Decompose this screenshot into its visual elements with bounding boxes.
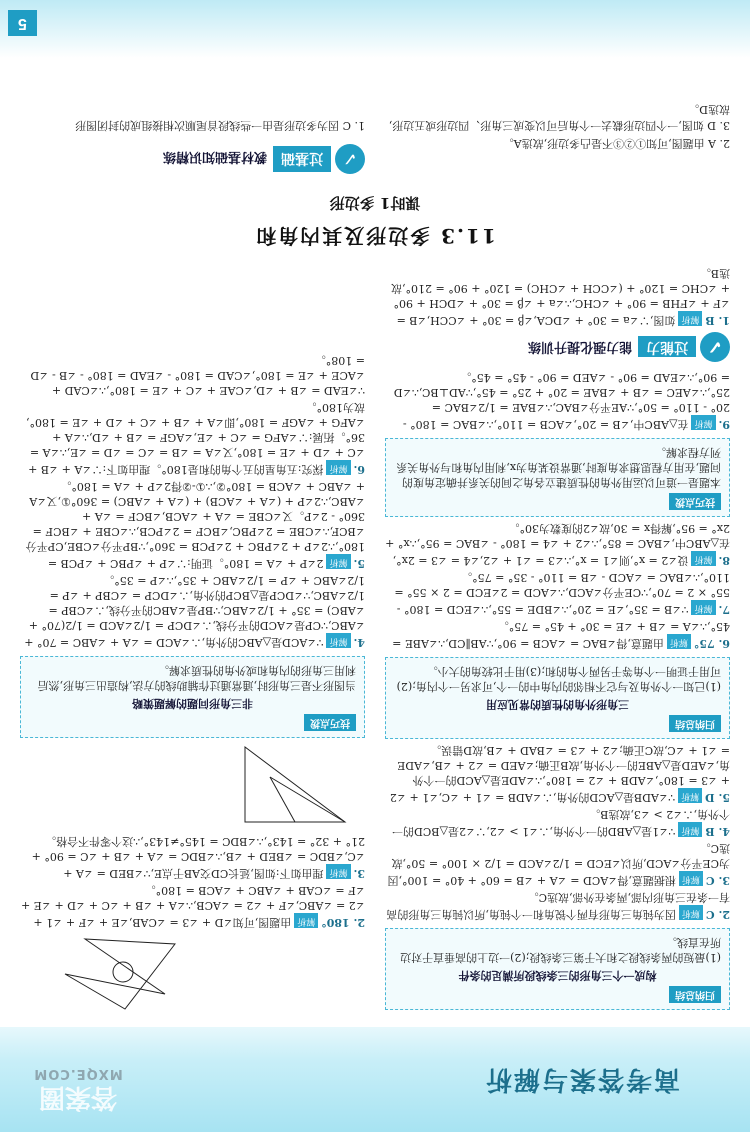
answer-item [20, 834, 365, 881]
answer-line: 3. D 如图,一个四边形截去一个角后可以变成三角形、四边形或五边形,故选D。 [388, 103, 730, 132]
jiexi-tag: 解析 [667, 634, 691, 649]
box-text: (1)最短的两条线段之和大于第三条线段;(2)一边上的高垂直于对边所在直线。 [400, 936, 721, 964]
answer-item [20, 400, 365, 477]
answer-item [385, 890, 730, 922]
answer-line: 1. C 因为多边形是由一些线段首尾顺次相接组成的封闭图形 [75, 119, 365, 132]
answer-number: 2. 180° [321, 916, 365, 929]
basic-section [0, 94, 750, 174]
summary-box [385, 657, 730, 739]
answer-item [20, 479, 365, 571]
answer-text: 由题图,可知∠D + ∠3 = ∠CAB,∠E + ∠F + ∠1 + ∠2 = ∠ABC,∠F + ∠2 = ∠ACB,∴∠A + ∠B + ∠C + ∠D + ∠E + ∠F = ∠CAB + ∠ABC + ∠ACB = 180°。 [21, 884, 365, 929]
jiexi-tag: 解析 [692, 600, 716, 615]
section-text: 能力强化提升训练 [527, 339, 632, 355]
pentagram-figure [55, 934, 185, 1014]
answer-text: 由题意,得∠BAC = ∠ACB = 90°,∵AB∥CD,∴∠ABE = 45°,∴∠A = ∠B + ∠E = 30° + 45° = 75°。 [392, 620, 730, 650]
answer-number: 5. D [705, 791, 730, 804]
section-title: 11.3 多边形及其内角和 [254, 224, 496, 248]
check-icon: ✓ [700, 332, 730, 362]
answer-text: 根据题意,得∠ACD = ∠A + ∠B = 60° + 40° = 100°,因为CE平分∠ACD,所以∠ECD = 1/2∠ACD = 1/2 × 100° = 50°,故选C。 [387, 842, 730, 887]
page-footer [0, 0, 750, 58]
box-tag: 技巧点拨 [304, 714, 356, 731]
tip-box [385, 438, 730, 517]
answer-text: 设∠2 = x°,则∠1 = x°,∴∠3 = ∠1 + ∠2,∠4 = ∠3 = 2x°,在△ABC中,∠BAC = 85°,∴∠2 + ∠4 = 180° - ∠BAC = 95°,∴x° + 2x° = 95°,解得x = 30,故∠2的度数为30°。 [385, 522, 730, 567]
answer-text: 如图,∵∠a = 30° + ∠DCA,∠β = 30° + ∠CCH,∠B = ∠F + ∠FHB = 90° + ∠CHC,∴∠a + ∠β = 30° + ∠DCH + 90° + ∠CHC = 120° + (∠CCH + ∠CHC) = 120° + 90° = 210°,故选B。 [391, 267, 730, 327]
jiexi-tag: 解析 [692, 415, 716, 430]
answer-text: ∵∠1是△ABD的一个外角,∴∠1 > ∠2,∵∠2是△BCD的一个外角,∴∠2 > ∠3,故选B。 [392, 808, 730, 838]
lesson-title: 课时1 多边形 [329, 194, 421, 212]
check-icon: ✓ [335, 144, 365, 174]
jiexi-tag: 解析 [294, 913, 318, 928]
left-column [385, 264, 730, 1014]
header-title: 高考答案与解析 [483, 1064, 680, 1094]
answer-text: 理由如下:如图,延长CD交AB于点E,∵∠BED = ∠A + ∠C,∠BDC = ∠BED + ∠B,∴∠BDC = ∠A + ∠B + ∠C = 90° + 21° + 32° = 143°,∴∠BDC = 145°≠143°,∴这个零件不合格。 [31, 835, 365, 880]
answer-text: ∵∠ACD是△ABC的外角,∴∠ACD = ∠A + ∠ABC = 70° + ∠ABC,∵CP是∠ACD的平分线,∴∠DCP = 1/2∠ACD = 1/2(70° + ∠ABC) = 35° + 1/2∠ABC,∵BP是∠ABC的平分线,∴∠CBP = 1/2∠ABC,∵∠DCP是△BCP的外角,∴∠DCP = ∠CBP + ∠P = 1/2∠ABC + ∠P = 1/2∠ABC + 35°,∴∠P = 35°。 [24, 574, 365, 649]
summary-box [385, 928, 730, 1010]
answer-item [385, 743, 730, 805]
answer-number: 3. C [705, 874, 730, 887]
answer-number: 9. [718, 418, 730, 431]
jiexi-tag: 解析 [679, 871, 703, 886]
section-text: 教材基础知识精练 [162, 149, 267, 165]
answer-item [385, 266, 730, 328]
box-heading: 非三角形问题的解题策略 [132, 697, 253, 710]
segment-db [270, 777, 345, 822]
box-text: (1)已知一个外角及与它不相邻的内角中的一个,可求另一个内角;(2)可用于证明一个角等于另两个角的和;(3)用于比较角的大小。 [396, 665, 721, 693]
answer-number: 1. B [705, 314, 730, 327]
jiexi-tag: 解析 [678, 788, 702, 803]
box-text: 当图形不是三角形时,通常通过作辅助线的方法,构造出三角形,然后利用三角形的内角和或外角的性质求解。 [37, 664, 356, 692]
watermark-sub: MXQE.COM [33, 1066, 123, 1081]
watermark-logo [18, 1046, 138, 1118]
answer-number: 8. [718, 554, 730, 567]
answer-number: 6. 75° [693, 637, 730, 650]
answer-number: 2. C [705, 908, 730, 921]
jiexi-tag: 解析 [692, 551, 716, 566]
section-bar-basic [163, 144, 365, 174]
page-header [0, 1027, 750, 1132]
answer-text: ∵∠EAD = ∠B + ∠D,∠CAE + ∠C + ∠E = 180°,∴∠CAD + ∠ACE + ∠E = 180°,∠CAD = 180° - ∠EAD = 180° - ∠B - ∠D = 108°。 [30, 354, 365, 397]
box-tag: 技巧点拨 [669, 493, 721, 510]
right-column [20, 351, 365, 1014]
answer-item [385, 841, 730, 888]
answer-line: 2. A 由题图,可知①②③不是凸多边形,故选A。 [502, 137, 730, 150]
section-label: 过基础 [273, 146, 331, 172]
answer-item [385, 807, 730, 839]
answer-text: 2∠P + ∠A = 180°。证明:∵∠P + ∠PBC + ∠PCB = 180°,∴2∠P + 2∠PBC + 2∠PCB = 360°,∵BP平分∠CBE,CP平分∠BCF,∴∠CBE = 2∠PBC,∠BCF = 2∠PCB,∴∠CBE + ∠BCF = 360° - 2∠P。又∠CBE = ∠A + ∠ACB,∠BCF = ∠A + ∠ABC,∴2∠P + (∠A + ∠ACB) + (∠A + ∠ABC) = 360°①,又∠A + ∠ABC + ∠ACB = 180°②,∴①-②得2∠P + ∠A = 180°。 [25, 480, 365, 570]
answer-text: ∵∠ADB是△ACD的外角,∴∠ADB = ∠1 + ∠C,∠1 + ∠2 + ∠3 = 180°,∠ADB + ∠2 = 180°,∴∠ADE是△ACD的一个外角,∠AED是△ABE的一个外角,故B正确;∠AED = ∠2 + ∠B,∠ADE = ∠1 + ∠C,故C正确;∠2 + ∠3 = ∠BAD + ∠B,故D错误。 [389, 744, 730, 804]
jiexi-tag: 解析 [678, 311, 702, 326]
box-heading: 构成一个三角形的三条线段所满足的条件 [458, 969, 657, 982]
page-number: 5 [8, 10, 37, 36]
answer-item [20, 883, 365, 930]
section-label: 过能力 [638, 337, 696, 358]
answer-item [385, 370, 730, 432]
answer-number: 3. [353, 867, 365, 880]
tip-box [20, 656, 365, 738]
answer-text: ∵∠B = 35°,∠E = 20°,∴∠BDE = 55°,∴∠ECD = 180° - 55° × 2 = 70°,∵CE平分∠ACD,∴∠ACD = 2∠ECD = 2 × 55° = 110°,∴∠BAC = ∠ACD - ∠B = 110° - 35° = 75°。 [394, 571, 730, 616]
jiexi-tag: 解析 [327, 554, 351, 569]
answer-item [385, 570, 730, 617]
segment-ce [270, 777, 295, 822]
triangle-shape [245, 747, 345, 822]
answer-item [20, 353, 365, 398]
triangle-figure [235, 742, 355, 832]
answer-text: 因为钝角三角形有两个锐角和一个钝角,所以钝角三角形的高有一条在三角形内部,两条在外部,故选C。 [386, 891, 730, 921]
answer-item [385, 521, 730, 568]
box-tag: 归纳总结 [669, 715, 721, 732]
answer-number: 5. [353, 557, 365, 570]
jiexi-tag: 解析 [327, 460, 351, 475]
answer-item [20, 573, 365, 650]
jiexi-tag: 解析 [327, 633, 351, 648]
jiexi-tag: 解析 [678, 822, 702, 837]
answer-number: 6. [353, 463, 365, 476]
answer-number: 4. B [705, 825, 730, 838]
star-shape [65, 939, 175, 1009]
jiexi-tag: 解析 [679, 905, 703, 920]
answer-item [385, 619, 730, 651]
answer-text: 在△ABC中,∠B = 20°,∠ACB = 110°,∴∠BAC = 180° - 20° - 110° = 50°,∵AE平分∠BAC,∴∠BAE = 1/2∠BAC = 25°,∴∠AEC = ∠B + ∠BAE = 20° + 25° = 45°,∵AD⊥BC,∴∠D = 90°,∴∠EAD = 90° - ∠AED = 90° - 45° = 45°。 [393, 371, 730, 431]
box-text: 本题是一道可以运用外角的性质建立各角之间的关系并确定角度的问题,在用方程思想求角度时,通常设某角为x,利用内角和与外角关系列方程求解。 [396, 446, 721, 489]
jiexi-tag: 解析 [327, 864, 351, 879]
box-heading: 三角形外角的性质的常见应用 [486, 698, 629, 711]
answer-number: 7. [718, 603, 730, 616]
answer-number: 4. [353, 636, 365, 649]
section-bar-ability [385, 332, 730, 362]
box-tag: 归纳总结 [669, 986, 721, 1003]
answer-text: 探究:五角星的五个角的和是180°。理由如下:∵∠A + ∠B + ∠C + ∠D + ∠E = 180°,又∠A = ∠B = ∠C = ∠D = ∠E,∴∠A = 36°。拓展:∵∠AFG = ∠C + ∠E,∠AGF = ∠B + ∠D,∴∠A + ∠AFG + ∠AGF = 180°,即∠A + ∠B + ∠C + ∠D + ∠E = 180°,故为180°。 [26, 401, 365, 476]
watermark-main: 答案圈 [39, 1082, 118, 1112]
